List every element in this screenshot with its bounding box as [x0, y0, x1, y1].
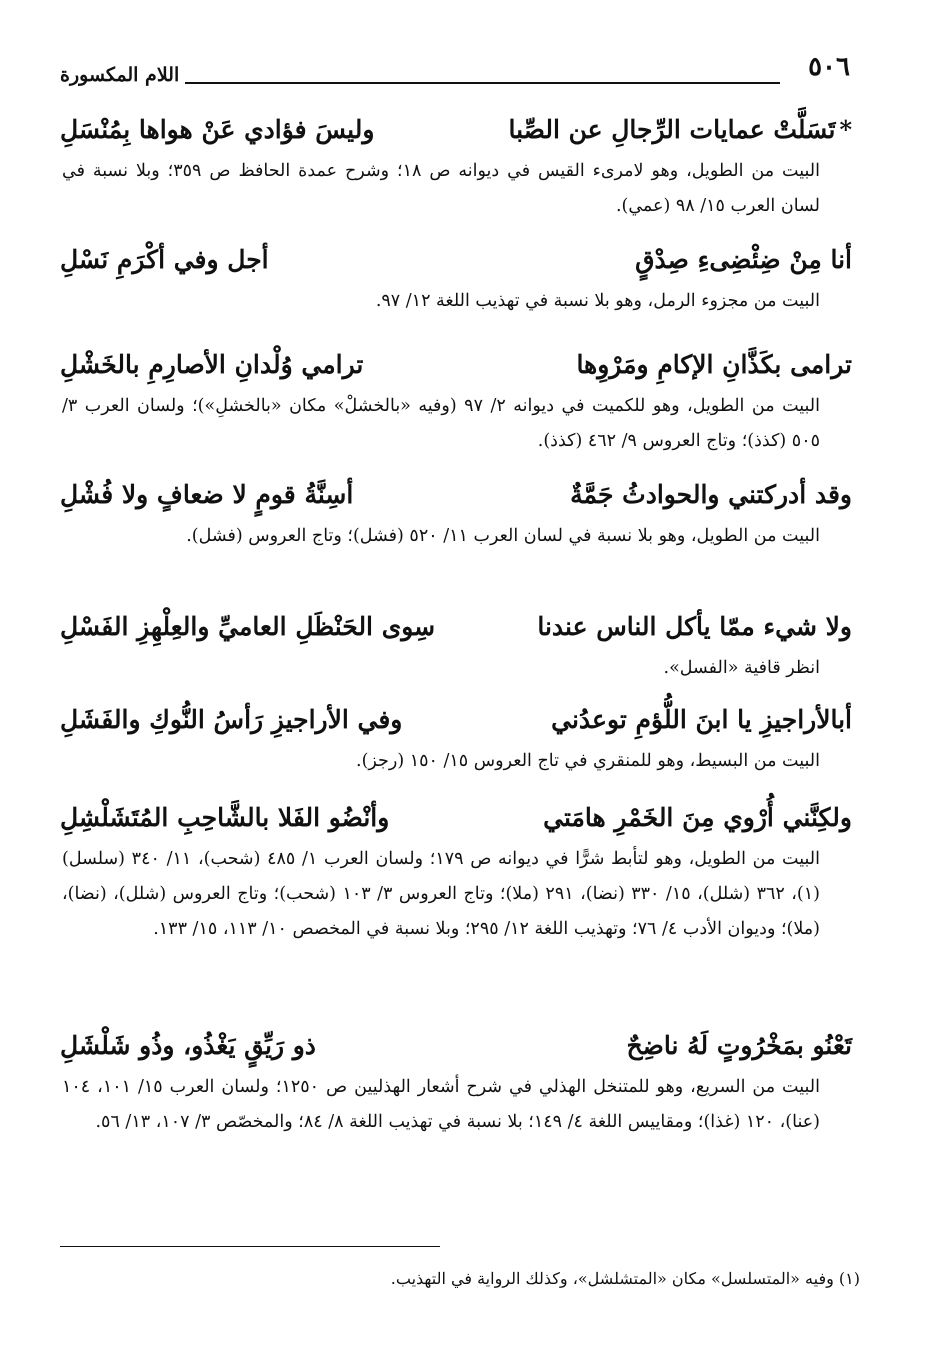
- verse-commentary: البيت من الطويل، وهو للكميت في ديوانه ٢/ ٩٧ (وفيه «بالخشلْ» مكان «بالخشلِ»)؛ ولسان العرب ٣/ ٥٠٥ (كذذ)؛ وتاج العروس ٩/ ٤٦٢ (كذذ).: [62, 396, 821, 451]
- verse-second-hemistich: وليسَ فؤادي عَنْ هواها بِمُنْسَلِ: [60, 115, 375, 144]
- verse: [60, 475, 860, 515]
- verse-first-hemistich: *تَسَلَّتْ عمايات الرِّجالِ عن الصِّبا: [508, 115, 852, 144]
- entry: [60, 798, 860, 947]
- page-number: ٥٠٦: [808, 52, 850, 82]
- entry: [60, 700, 860, 779]
- verse: [60, 607, 860, 647]
- verse-first-hemistich: ترامى بكَذَّانِ الإكامِ ومَرْوِها: [576, 350, 852, 379]
- verse-commentary: البيت من الطويل، وهو لتأبط شرًّا في ديوانه ص ١٧٩؛ ولسان العرب ١/ ٤٨٥ (شحب)، ١١/ ٣٤٠ (سلسل)(١)، ٣٦٢ (شلل)، ١٥/ ٣٣٠ (نضا)، ٢٩١ (ملا)؛ وتاج العروس ٣/ ١٠٣ (شحب)؛ وتاج العروس (شلل)، (نضا)، (ملا)؛ وديوان الأدب ٤/ ٧٦؛ وتهذيب اللغة ١٢/ ٢٩٥؛ وبلا نسبة في المخصص ١٠/ ١١٣، ١٥/ ١٣٣.: [62, 849, 820, 939]
- verse: [60, 345, 860, 385]
- verse-second-hemistich: ذو رَيِّقٍ يَغْذُو، وذُو شَلْشَلِ: [60, 1031, 316, 1060]
- verse-second-hemistich: سِوى الحَنْظَلِ العاميِّ والعِلْهِزِ الفَسْلِ: [60, 612, 436, 641]
- verse-commentary: البيت من الطويل، وهو بلا نسبة في لسان العرب ١١/ ٥٢٠ (فشل)؛ وتاج العروس (فشل).: [186, 526, 820, 546]
- verse: [60, 700, 860, 740]
- running-title: اللام المكسورة: [60, 64, 180, 86]
- verse-first-hemistich: ولا شيء ممّا يأكل الناس عندنا: [537, 612, 852, 641]
- verse-second-hemistich: أجل وفي أكْرَمِ نَسْلِ: [60, 245, 269, 274]
- asterisk-marker: *: [839, 115, 852, 144]
- verse-first-hemistich: أبالأراجيزِ يا ابنَ اللُّؤمِ توعدُني: [551, 705, 852, 734]
- footnote: (١) وفيه «المتسلسل» مكان «المتشلشل»، وكذلك الرواية في التهذيب.: [390, 1269, 860, 1288]
- verse: [60, 798, 860, 838]
- entry: [60, 1026, 860, 1140]
- verse-second-hemistich: أسِنَّةُ قومٍ لا ضعافٍ ولا فُشْلِ: [60, 480, 354, 509]
- verse: [60, 110, 860, 150]
- verse-second-hemistich: ترامي وُلْدانِ الأصارِمِ بالخَشْلِ: [60, 350, 364, 379]
- verse-first-hemistich: ولكِنَّني أُرْوي مِنَ الخَمْرِ هامَتي: [543, 803, 852, 832]
- verse-commentary: البيت من مجزوء الرمل، وهو بلا نسبة في تهذيب اللغة ١٢/ ٩٧.: [375, 291, 820, 311]
- verse-first-hemistich: أنا مِنْ ضِئْضِىءِ صِدْقٍ: [635, 245, 852, 274]
- entry: [60, 607, 860, 686]
- verse-commentary: البيت من البسيط، وهو للمنقري في تاج العروس ١٥/ ١٥٠ (رجز).: [356, 751, 820, 771]
- verse: [60, 240, 860, 280]
- verse-second-hemistich: وفي الأراجيزِ رَأسُ النُّوكِ والفَشَلِ: [60, 705, 403, 734]
- verse-first-hemistich: تَعْنُو بمَخْرُوتٍ لَهُ ناضِحٌ: [626, 1031, 852, 1060]
- entry: [60, 345, 860, 459]
- verse-first-hemistich: وقد أدركتني والحوادثُ جَمَّةٌ: [570, 480, 852, 509]
- header-rule: [185, 82, 780, 84]
- entry: [60, 240, 860, 319]
- entry: [60, 475, 860, 554]
- entry: [60, 110, 860, 224]
- verse-commentary: البيت من الطويل، وهو لامرىء القيس في ديوانه ص ١٨؛ وشرح عمدة الحافظ ص ٣٥٩؛ وبلا نسبة في لسان العرب ١٥/ ٩٨ (عمي).: [62, 161, 820, 216]
- verse-commentary: البيت من السريع، وهو للمتنخل الهذلي في شرح أشعار الهذليين ص ١٢٥٠؛ ولسان العرب ١٥/ ١٠١، ١٠٤ (عنا)، ١٢٠ (غذا)؛ ومقاييس اللغة ٤/ ١٤٩؛ بلا نسبة في تهذيب اللغة ٨/ ٨٤؛ والمخصّص ٣/ ١٠٧، ١٣/ ٥٦.: [62, 1077, 820, 1132]
- verse-commentary: انظر قافية «الفسل».: [663, 658, 820, 678]
- footnote-separator: [60, 1246, 440, 1247]
- verse-second-hemistich: وأنْضُو الفَلا بالشَّاحِبِ المُتَشَلْشِلِ: [60, 803, 390, 832]
- book-page: [60, 40, 860, 1330]
- verse: [60, 1026, 860, 1066]
- page-header: [60, 52, 860, 92]
